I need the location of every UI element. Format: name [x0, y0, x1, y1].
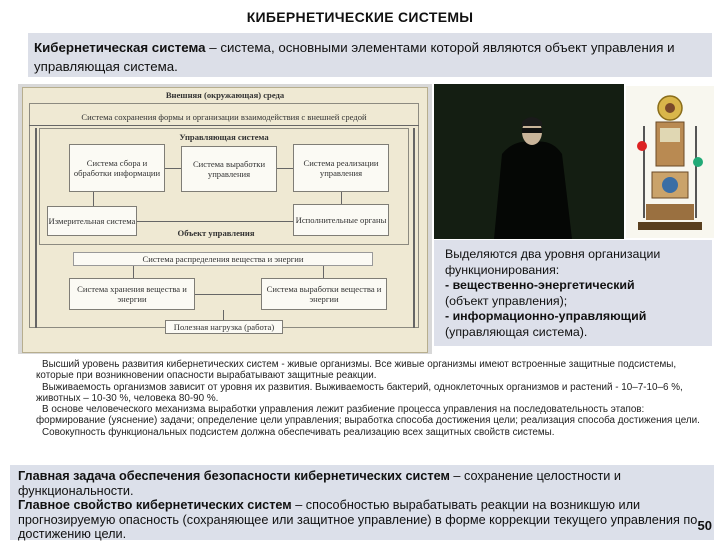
object-label: Объект управления [177, 228, 255, 238]
main-property-term: Главное свойство кибернетических систем [18, 498, 292, 513]
connector [165, 168, 181, 169]
box-exec: Исполнительные органы [293, 204, 389, 236]
page-number: 50 [697, 518, 712, 533]
definition-term: Кибернетическая система [34, 40, 206, 55]
diagram-frame [22, 87, 428, 353]
paragraph-line: Выживаемость организмов зависит от уровня их развития. Выживаемость бактерий, одноклеточных организмов и растений - 10–7-10–6 %, животных – 10-30 %, человека 80-90 %. [36, 381, 683, 404]
payload-box: Полезная нагрузка (работа) [165, 320, 283, 334]
cybernetic-system-diagram [18, 84, 432, 354]
paragraph-line: Высший уровень развития кибернетических систем - живые организмы. Все живые организмы имеют встроенные защитные подсистемы, которые при возникновении опасности вырабатывают защитные реакции. [36, 359, 677, 382]
control-system-label: Управляющая система [179, 132, 269, 142]
level1-desc: (объект управления); [445, 293, 568, 308]
connector [341, 192, 342, 204]
mechanism-drawing [626, 86, 714, 238]
connector [35, 128, 37, 328]
divider [29, 125, 419, 126]
definition-text [34, 38, 708, 76]
mechanism-illustration [626, 86, 714, 238]
connector [93, 192, 94, 206]
env-label: Внешняя (окружающая) среда [165, 90, 285, 100]
main-property-text: – способностью вырабатывать реакции на возникшую или прогнозируемую опасность (сохраняющее или защитное управление) в форме коррекции текущего управления по достижению цели. [18, 498, 698, 542]
connector [133, 266, 134, 278]
box-realize: Система реализации управления [293, 144, 389, 192]
box-collect: Система сбора и обработки информации [69, 144, 165, 192]
box-measure: Измерительная система [47, 206, 137, 236]
level1-name: - вещественно-энергетический [445, 278, 635, 293]
connector [195, 294, 261, 295]
box-produce: Система выработки вещества и энергии [261, 278, 387, 310]
level2-desc: (управляющая система). [445, 324, 588, 339]
box-decide: Система выработки управления [181, 146, 277, 192]
levels-text [445, 247, 707, 341]
connector [413, 128, 415, 328]
distribution-bar: Система распределения вещества и энергии [73, 252, 373, 266]
levels-intro: Выделяются два уровня организации функционирования: [445, 247, 661, 277]
definition-body: – система, основными элементами которой являются объект управления и управляющая система. [34, 40, 675, 74]
preserve-label: Система сохранения формы и организации взаимодействия с внешней средой [81, 112, 367, 122]
main-task-text: – сохранение целостности и функциональности. [18, 469, 621, 498]
page-title: КИБЕРНЕТИЧЕСКИЕ СИСТЕМЫ [246, 9, 474, 25]
connector [223, 310, 224, 320]
paragraph-line: Совокупность функциональных подсистем должна обеспечивать реализацию всех защитных свойств системы. [42, 426, 555, 438]
connector [277, 168, 293, 169]
box-store: Система хранения вещества и энергии [69, 278, 195, 310]
main-task-term: Главная задача обеспечения безопасности кибернетических систем [18, 469, 450, 483]
paragraph-line: В основе человеческого механизма выработки управления лежит разбиение процесса управления на последовательность этапов: формирование (уяснение) задачи; определение цели управления; выработка способа достижения цели; реализация способа достижения цели. [36, 404, 700, 427]
connector [137, 221, 293, 222]
conclusion-text [18, 469, 712, 542]
matrix-photo-illustration [434, 84, 624, 239]
connector [323, 266, 324, 278]
level2-name: - информационно-управляющий [445, 309, 647, 324]
organisms-paragraph [36, 359, 706, 438]
matrix-photo [434, 84, 624, 239]
